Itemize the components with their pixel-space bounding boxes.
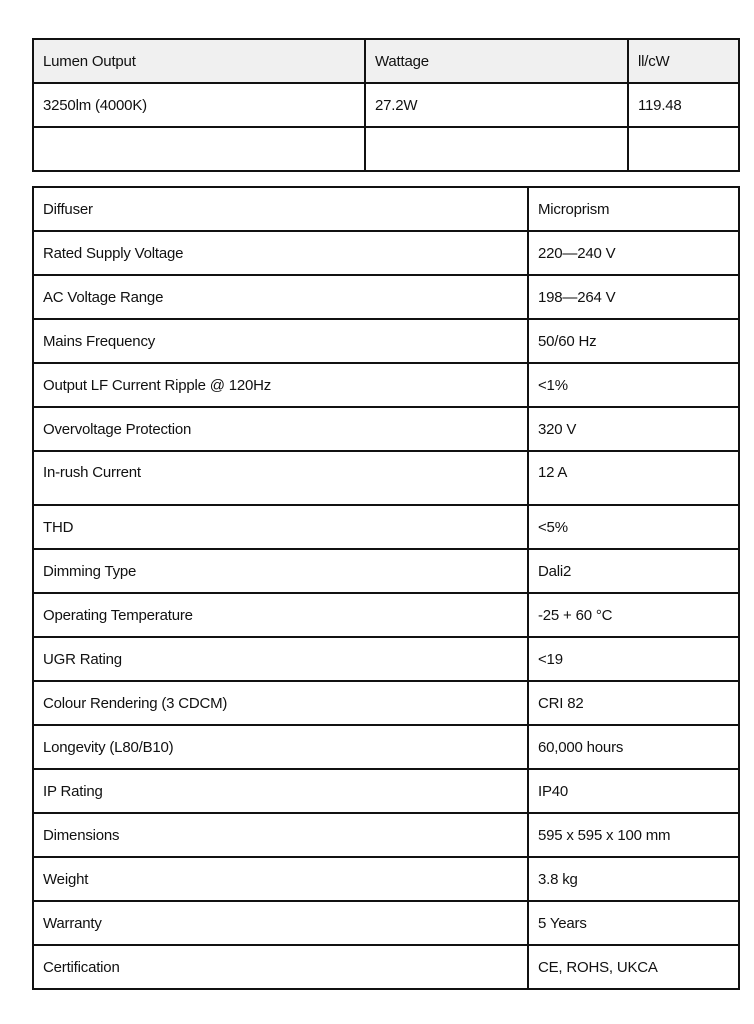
spec-row-weight: [33, 857, 739, 901]
summary-empty-row: [33, 127, 739, 171]
spec-row-ip-rating: [33, 769, 739, 813]
spec-row-operating-temperature: [33, 593, 739, 637]
spec-value: 320 V: [528, 407, 739, 451]
spec-row-warranty: [33, 901, 739, 945]
spec-row-longevity: [33, 725, 739, 769]
spec-row-inrush-current: [33, 451, 739, 505]
summary-header-row: [33, 39, 739, 83]
header-lumen-output: Lumen Output: [33, 39, 365, 83]
spec-value: 50/60 Hz: [528, 319, 739, 363]
spec-label: AC Voltage Range: [33, 275, 528, 319]
spec-label: Operating Temperature: [33, 593, 528, 637]
spec-value: <5%: [528, 505, 739, 549]
spec-value: 198—264 V: [528, 275, 739, 319]
spec-label: Certification: [33, 945, 528, 989]
cell-lumen-output: 3250lm (4000K): [33, 83, 365, 127]
spec-value: 60,000 hours: [528, 725, 739, 769]
spec-label: Colour Rendering (3 CDCM): [33, 681, 528, 725]
spec-label: Dimming Type: [33, 549, 528, 593]
spec-label: Diffuser: [33, 187, 528, 231]
spec-label: Output LF Current Ripple @ 120Hz: [33, 363, 528, 407]
cell-empty: [628, 127, 739, 171]
spec-value: 595 x 595 x 100 mm: [528, 813, 739, 857]
cell-efficacy: 119.48: [628, 83, 739, 127]
spec-row-colour-rendering: [33, 681, 739, 725]
summary-row: [33, 83, 739, 127]
spec-value: CRI 82: [528, 681, 739, 725]
spec-row-overvoltage-protection: [33, 407, 739, 451]
spec-value: 5 Years: [528, 901, 739, 945]
spec-value: Microprism: [528, 187, 739, 231]
spec-label: Rated Supply Voltage: [33, 231, 528, 275]
spec-row-diffuser: [33, 187, 739, 231]
cell-empty: [33, 127, 365, 171]
header-efficacy: ll/cW: [628, 39, 739, 83]
spec-value: CE, ROHS, UKCA: [528, 945, 739, 989]
spec-label: In-rush Current: [33, 451, 528, 505]
header-wattage: Wattage: [365, 39, 628, 83]
summary-table: [32, 38, 740, 172]
spec-row-dimensions: [33, 813, 739, 857]
spec-label: Dimensions: [33, 813, 528, 857]
spec-row-current-ripple: [33, 363, 739, 407]
specification-table: [32, 186, 740, 990]
spec-value: 3.8 kg: [528, 857, 739, 901]
spec-row-certification: [33, 945, 739, 989]
spec-label: UGR Rating: [33, 637, 528, 681]
spec-label: Mains Frequency: [33, 319, 528, 363]
spec-value: IP40: [528, 769, 739, 813]
cell-wattage: 27.2W: [365, 83, 628, 127]
spec-row-ugr-rating: [33, 637, 739, 681]
spec-value: <19: [528, 637, 739, 681]
spec-label: IP Rating: [33, 769, 528, 813]
spec-row-dimming-type: [33, 549, 739, 593]
spec-value: 220—240 V: [528, 231, 739, 275]
spec-label: Weight: [33, 857, 528, 901]
spec-row-ac-voltage-range: [33, 275, 739, 319]
spec-label: Overvoltage Protection: [33, 407, 528, 451]
spec-value: Dali2: [528, 549, 739, 593]
spec-value: 12 A: [528, 451, 739, 505]
spec-row-thd: [33, 505, 739, 549]
spec-label: THD: [33, 505, 528, 549]
spec-row-mains-frequency: [33, 319, 739, 363]
spec-label: Warranty: [33, 901, 528, 945]
spec-value: -25 + 60 °C: [528, 593, 739, 637]
spec-value: <1%: [528, 363, 739, 407]
spec-label: Longevity (L80/B10): [33, 725, 528, 769]
cell-empty: [365, 127, 628, 171]
spec-row-rated-supply-voltage: [33, 231, 739, 275]
